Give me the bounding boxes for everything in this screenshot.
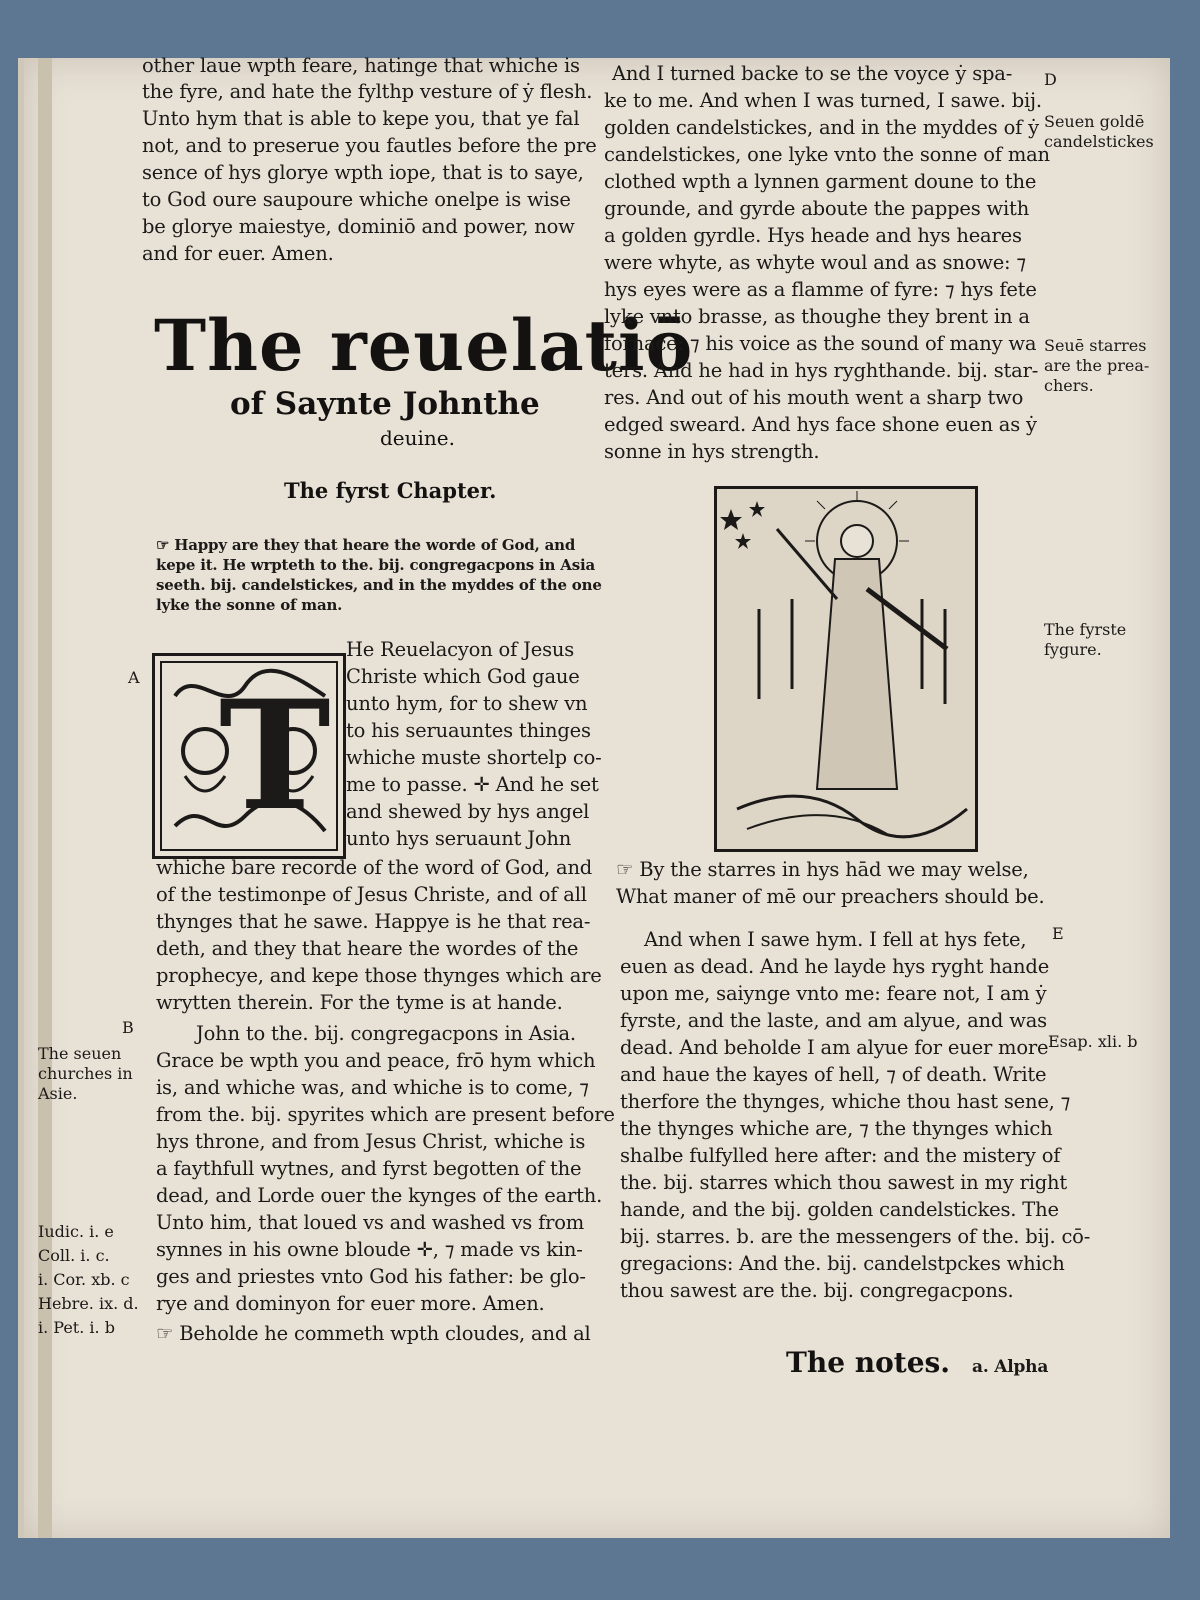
margin-note: Seuē starres bbox=[1044, 336, 1147, 355]
text-line: the fyre, and hate the fylthp vesture of ẏ flesh. bbox=[142, 80, 593, 103]
woodcut-caption: What maner of mē our preachers should be. bbox=[616, 885, 1045, 908]
text-line: unto hys seruaunt John bbox=[346, 827, 572, 850]
margin-note: The fyrste bbox=[1044, 620, 1127, 639]
margin-reference: Coll. i. c. bbox=[38, 1246, 110, 1265]
text-line: Unto him, that loued vs and washed vs from bbox=[156, 1211, 585, 1234]
text-line: John to the. bij. congregacpons in Asia. bbox=[196, 1022, 576, 1045]
text-line: is, and whiche was, and whiche is to come, ⁊ bbox=[156, 1076, 589, 1099]
margin-letter: B bbox=[122, 1018, 134, 1037]
text-line: and haue the kayes of hell, ⁊ of death. Write bbox=[620, 1063, 1047, 1086]
text-line: fornace: ⁊ his voice as the sound of many wa bbox=[604, 332, 1037, 355]
text-line: shalbe fulfylled here after: and the mistery of bbox=[620, 1144, 1061, 1167]
text-line: dead, and Lorde ouer the kynges of the earth. bbox=[156, 1184, 603, 1207]
summary-line: ☞ Happy are they that heare the worde of God, and bbox=[156, 536, 576, 554]
margin-note: candelstickes bbox=[1044, 132, 1154, 151]
text-line: lyke vnto brasse, as thoughe they brent in a bbox=[604, 305, 1030, 328]
text-line: ke to me. And when I was turned, I sawe. bij. bbox=[604, 89, 1042, 112]
text-line: bij. starres. b. are the messengers of the. bij. cō- bbox=[620, 1225, 1091, 1248]
margin-reference: Iudic. i. e bbox=[38, 1222, 114, 1241]
margin-note: fygure. bbox=[1044, 640, 1102, 659]
text-line: and shewed by hys angel bbox=[346, 800, 590, 823]
book-page bbox=[18, 54, 1170, 1538]
text-line: golden candelstickes, and in the myddes of ẏ bbox=[604, 116, 1039, 139]
text-line: gregacions: And the. bij. candelstpckes which bbox=[620, 1252, 1065, 1275]
margin-note: The seuen bbox=[38, 1044, 122, 1063]
text-line: other laue wpth feare, hatinge that whiche is bbox=[142, 54, 580, 77]
notes-heading: The notes. bbox=[786, 1346, 951, 1379]
margin-reference: i. Cor. xb. c bbox=[38, 1270, 130, 1289]
text-line: edged sweard. And hys face shone euen as ẏ bbox=[604, 413, 1037, 436]
book-subtitle: of Saynte Johnthe bbox=[230, 386, 540, 422]
text-line: and for euer. Amen. bbox=[142, 242, 334, 265]
text-line: were whyte, as whyte woul and as snowe: ⁊ bbox=[604, 251, 1026, 274]
text-line: thou sawest are the. bij. congregacpons. bbox=[620, 1279, 1014, 1302]
text-line: ☞ Beholde he commeth wpth cloudes, and al bbox=[156, 1322, 591, 1345]
text-line: from the. bij. spyrites which are present before bbox=[156, 1103, 615, 1126]
text-line: ters. And he had in hys ryghthande. bij. star- bbox=[604, 359, 1039, 382]
chapter-heading: The fyrst Chapter. bbox=[284, 478, 497, 503]
margin-note: churches in bbox=[38, 1064, 133, 1083]
text-line: to his seruauntes thinges bbox=[346, 719, 591, 742]
text-line: Grace be wpth you and peace, frō hym which bbox=[156, 1049, 596, 1072]
text-line: unto hym, for to shew vn bbox=[346, 692, 588, 715]
text-line: hande, and the bij. golden candelstickes. The bbox=[620, 1198, 1059, 1221]
text-line: res. And out of his mouth went a sharp two bbox=[604, 386, 1024, 409]
text-line: rye and dominyon for euer more. Amen. bbox=[156, 1292, 545, 1315]
summary-line: kepe it. He wrpteth to the. bij. congregacpons in Asia bbox=[156, 556, 595, 574]
margin-note: Asie. bbox=[38, 1084, 78, 1103]
text-line: the thynges whiche are, ⁊ the thynges which bbox=[620, 1117, 1053, 1140]
text-line: the. bij. starres which thou sawest in my right bbox=[620, 1171, 1068, 1194]
decorated-initial bbox=[152, 653, 346, 859]
text-line: grounde, and gyrde aboute the pappes with bbox=[604, 197, 1030, 220]
text-line: dead. And beholde I am alyue for euer more bbox=[620, 1036, 1049, 1059]
text-line: a faythfull wytnes, and fyrst begotten of the bbox=[156, 1157, 582, 1180]
text-line: wrytten therein. For the tyme is at hande. bbox=[156, 991, 563, 1014]
text-line: therfore the thynges, whiche thou hast sene, ⁊ bbox=[620, 1090, 1071, 1113]
margin-reference: i. Pet. i. b bbox=[38, 1318, 115, 1337]
margin-note: chers. bbox=[1044, 376, 1094, 395]
text-line: sonne in hys strength. bbox=[604, 440, 820, 463]
initial-letter: T bbox=[219, 668, 331, 844]
summary-line: seeth. bij. candelstickes, and in the myddes of the one bbox=[156, 576, 602, 594]
text-line: He Reuelacyon of Jesus bbox=[346, 638, 575, 661]
text-line: Christe which God gaue bbox=[346, 665, 580, 688]
text-line: sence of hys glorye wpth iope, that is to saye, bbox=[142, 161, 584, 184]
text-line: And I turned backe to se the voyce ẏ spa- bbox=[612, 62, 1013, 85]
margin-letter: D bbox=[1044, 70, 1057, 89]
woodcut-caption: ☞ By the starres in hys hād we may welse, bbox=[616, 858, 1029, 881]
text-line: whiche muste shortelp co- bbox=[346, 746, 602, 769]
text-line: clothed wpth a lynnen garment doune to the bbox=[604, 170, 1037, 193]
margin-reference: Esap. xli. b bbox=[1048, 1032, 1138, 1051]
margin-note: are the prea- bbox=[1044, 356, 1150, 375]
book-subtitle-2: deuine. bbox=[380, 426, 455, 450]
margin-letter: A bbox=[128, 668, 140, 687]
woodcut-figure-icon bbox=[717, 489, 975, 849]
text-line: deth, and they that heare the wordes of the bbox=[156, 937, 579, 960]
text-line: to God oure saupoure whiche onelpe is wise bbox=[142, 188, 571, 211]
text-line: hys eyes were as a flamme of fyre: ⁊ hys fete bbox=[604, 278, 1037, 301]
text-line: be glorye maiestye, dominiō and power, now bbox=[142, 215, 575, 238]
text-line: hys throne, and from Jesus Christ, whiche is bbox=[156, 1130, 586, 1153]
woodcut-illustration bbox=[714, 486, 978, 852]
text-line: synnes in his owne bloude ✛, ⁊ made vs kin- bbox=[156, 1238, 583, 1261]
text-line: fyrste, and the laste, and am alyue, and was bbox=[620, 1009, 1047, 1032]
text-line: And when I sawe hym. I fell at hys fete, bbox=[644, 928, 1027, 951]
text-line: prophecye, and kepe those thynges which are bbox=[156, 964, 602, 987]
summary-line: lyke the sonne of man. bbox=[156, 596, 343, 614]
text-line: thynges that he sawe. Happye is he that rea- bbox=[156, 910, 591, 933]
catchword: a. Alpha bbox=[972, 1357, 1049, 1377]
text-line: a golden gyrdle. Hys heade and hys heares bbox=[604, 224, 1022, 247]
text-line: upon me, saiynge vnto me: feare not, I am ẏ bbox=[620, 982, 1047, 1005]
margin-reference: Hebre. ix. d. bbox=[38, 1294, 139, 1313]
text-line: ges and priestes vnto God his father: be glo- bbox=[156, 1265, 586, 1288]
page-gutter bbox=[38, 58, 52, 1538]
text-line: me to passe. ✛ And he set bbox=[346, 773, 599, 796]
margin-letter: E bbox=[1052, 924, 1064, 943]
text-line: not, and to preserue you fautles before the pre bbox=[142, 134, 597, 157]
text-line: euen as dead. And he layde hys ryght hande bbox=[620, 955, 1050, 978]
text-line: whiche bare recorde of the word of God, and bbox=[156, 856, 593, 879]
text-line: Unto hym that is able to kepe you, that ye fal bbox=[142, 107, 580, 130]
text-line: of the testimonpe of Jesus Christe, and of all bbox=[156, 883, 587, 906]
margin-note: Seuen goldē bbox=[1044, 112, 1145, 131]
text-line: candelstickes, one lyke vnto the sonne of man bbox=[604, 143, 1050, 166]
book-title: The reuelatiō bbox=[154, 304, 694, 387]
